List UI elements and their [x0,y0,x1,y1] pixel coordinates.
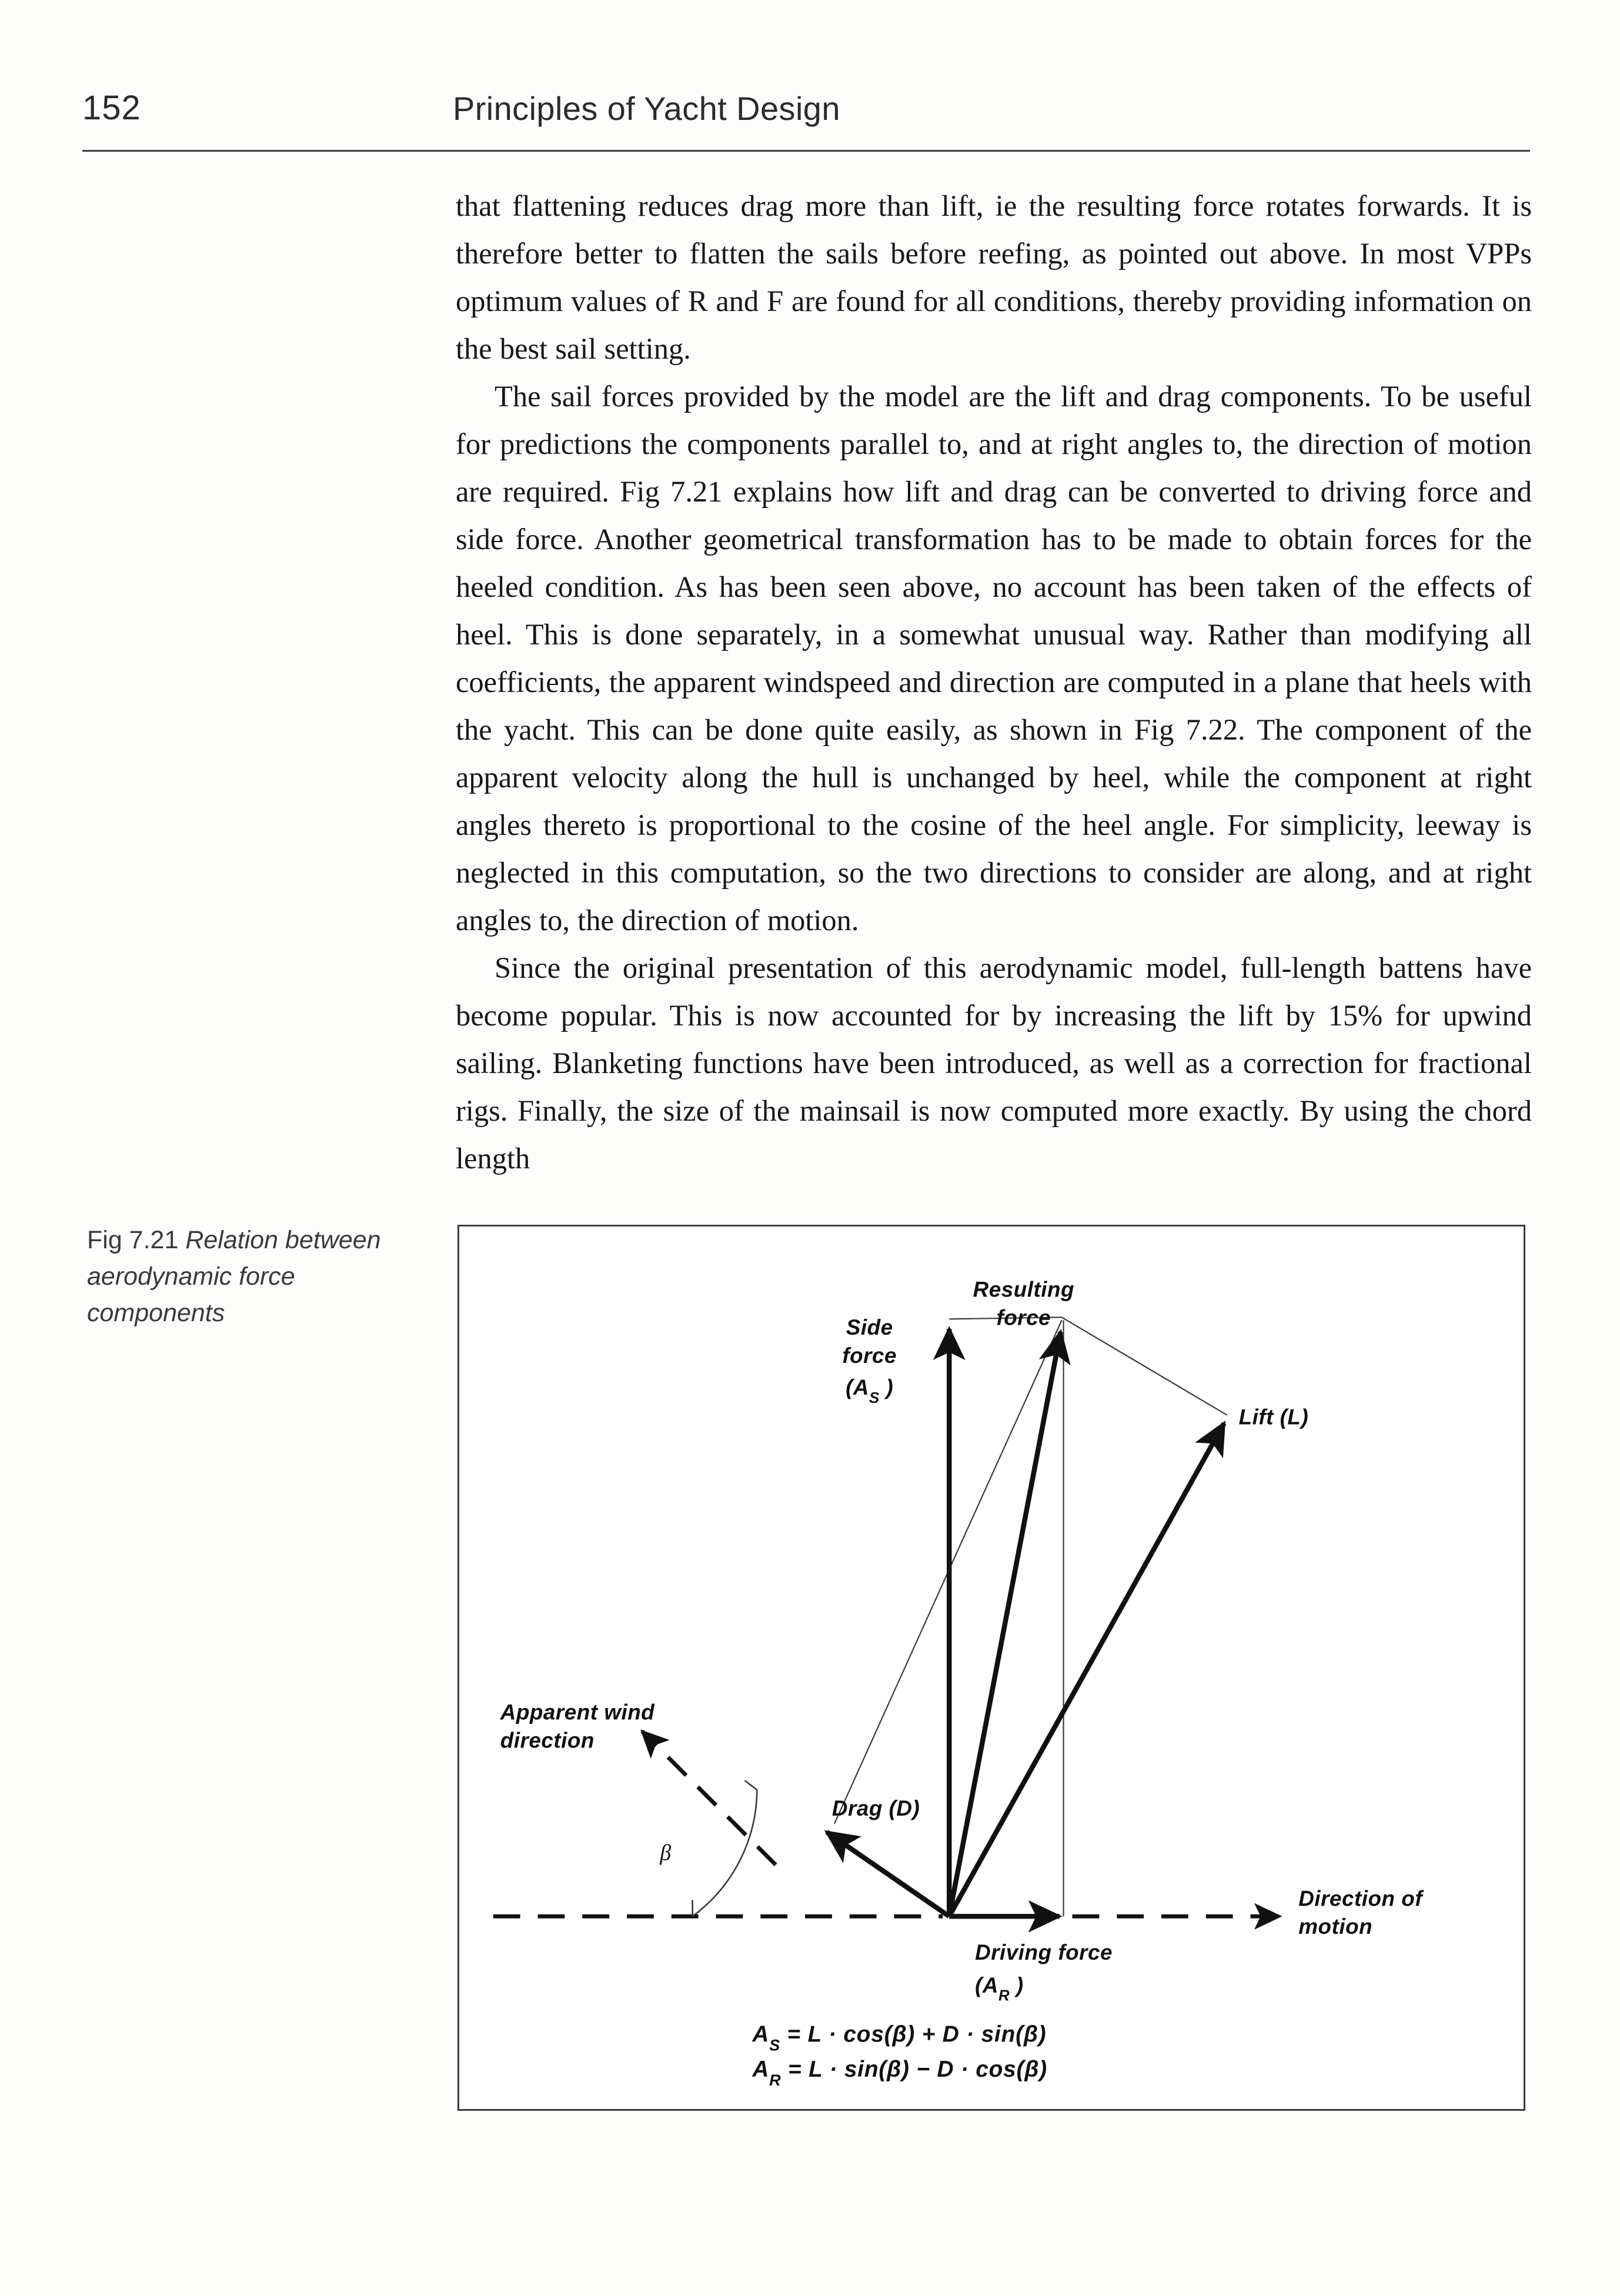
direction-of-motion-label-line2: motion [1298,1914,1373,1939]
figure-caption-text: Relation between aerodynamic force components [87,1226,381,1327]
beta-angle-arc [693,1780,757,1916]
resulting-force-vector [949,1332,1060,1916]
figure-caption-number: Fig 7.21 [87,1226,186,1254]
formula-2-lhs: A [752,2057,770,2083]
drag-label: Drag (D) [831,1796,920,1820]
paragraph-2: The sail forces provided by the model are the lift and drag components. To be useful for predictions the components parallel to, and at right angles to, the direction of motion are required. Fig 7.21 explains how lift and drag can be converted to driving force and side force. Another geometrical transformation has to be made to obtain forces for the heeled condition. As has been seen above, no account has been taken of the effects of heel. This is done separately, in a somewhat unusual way. Rather than modifying all coefficients, the apparent windspeed and direction are computed in a plane that heels with the yacht. This can be done quite easily, as shown in Fig 7.22. The component of the apparent velocity along the hull is unchanged by heel, while the component at right angles thereto is proportional to the cosine of the heel angle. For simplicity, leeway is neglected in this computation, so the two directions to consider are along, and at right angles to, the direction of motion. [456,380,1532,937]
formula-2-subscript: R [769,2071,781,2090]
formula-1-rhs: = L · cos(β) + D · sin(β) [780,2021,1047,2047]
lift-vector [949,1423,1224,1917]
formula-2-rhs: = L · sin(β) − D · cos(β) [781,2057,1047,2083]
formula-1-subscript: S [769,2036,780,2054]
running-head [82,88,1535,141]
side-force-paren-close: ) [879,1375,894,1399]
header-rule [82,150,1530,152]
driving-force-paren-close: ) [1010,1973,1024,1997]
apparent-wind-label-line2: direction [500,1728,594,1753]
lift-label: Lift (L) [1238,1405,1309,1429]
driving-force-paren-open: (A [975,1973,998,1997]
driving-force-label-symbol [975,1973,1024,2004]
side-force-label-symbol [846,1375,893,1406]
drag-vector [827,1832,949,1916]
side-force-paren-open: (A [846,1375,869,1399]
formula-driving-force [751,2057,1047,2089]
figure-7-21 [457,1225,1525,2111]
driving-force-subscript: R [998,1987,1010,2004]
paragraph-3: Since the original presentation of this aerodynamic model, full-length battens have become popular. This is now accounted for by increasing the lift by 15% for upwind sailing. Blanketing functions have been introduced, as well as a correction for fractional rigs. Finally, the size of the mainsail is now computed more exactly. By using the chord length [456,951,1532,1175]
beta-angle-label: β [660,1840,672,1866]
force-vectors [827,1329,1224,1916]
book-title: Principles of Yacht Design [453,90,840,127]
side-force-subscript: S [869,1389,880,1406]
apparent-wind-label-line1: Apparent wind [500,1700,655,1724]
driving-force-label-line1: Driving force [975,1940,1113,1965]
formula-side-force [751,2021,1046,2054]
paragraph-1: that flattening reduces drag more than lift, ie the resulting force rotates forwards. It is therefore better to flatten the sails before reefing, as pointed out above. In most VPPs optimum values of R and F are found for all conditions, thereby providing information on the best sail setting. [456,189,1532,365]
figure-caption [87,1222,428,1331]
side-force-label-line2: force [842,1343,897,1368]
page-number: 152 [82,89,141,127]
side-force-label-line1: Side [846,1315,893,1340]
beta-arc [693,1790,757,1916]
body-text-column [456,182,1532,1182]
beta-tick-top [744,1780,757,1790]
resulting-force-label-line2: force [996,1305,1051,1330]
force-vector-diagram [459,1226,1524,2109]
formula-1-lhs: A [752,2021,770,2047]
resulting-force-label-line1: Resulting [973,1277,1075,1302]
construction-line-lift-side [1062,1317,1227,1415]
construction-lines [831,1317,1227,1916]
direction-of-motion-label-line1: Direction of [1298,1886,1423,1911]
